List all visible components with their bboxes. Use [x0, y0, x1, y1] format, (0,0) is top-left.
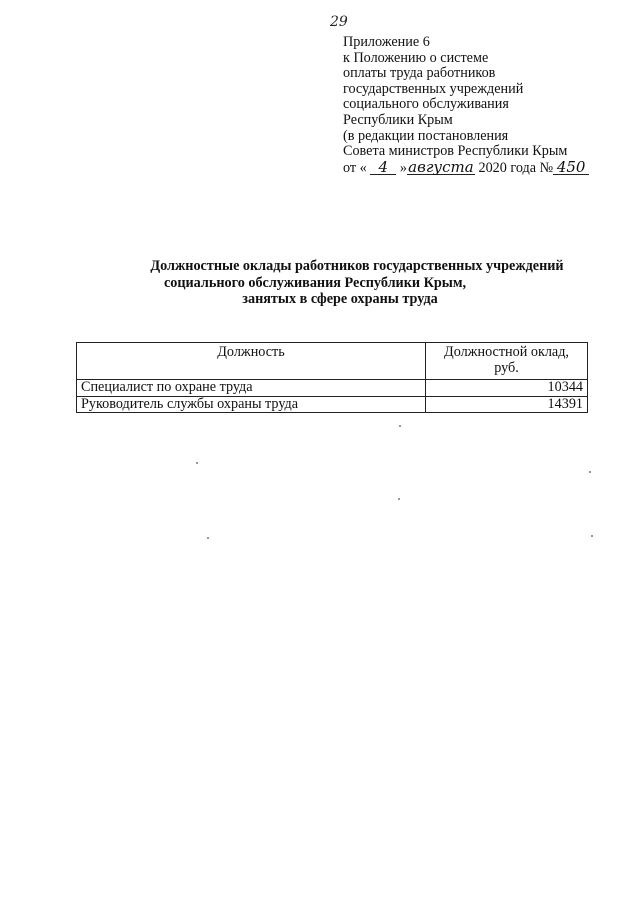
appendix-line: социального обслуживания — [343, 96, 509, 113]
document-title — [100, 258, 590, 308]
scan-speck — [196, 462, 198, 464]
date-year-text: 2020 года № — [478, 159, 554, 176]
table-row — [77, 380, 588, 397]
salary-table — [76, 342, 588, 413]
title-line: социального обслуживания Республики Крым, — [163, 274, 467, 291]
scan-speck — [207, 537, 209, 539]
appendix-line: оплаты труда работников — [343, 65, 496, 82]
scan-speck — [399, 425, 401, 427]
position-cell: Руководитель службы охраны труда — [77, 396, 426, 413]
position-cell: Специалист по охране труда — [77, 380, 426, 397]
column-header-salary: Должностной оклад, руб. — [426, 343, 588, 380]
handwritten-month: августа — [408, 157, 474, 176]
column-header-position: Должность — [77, 343, 426, 380]
appendix-line: Совета министров Республики Крым — [343, 143, 568, 160]
salary-cell: 14391 — [426, 396, 588, 413]
table-row — [77, 396, 588, 413]
table-header-row — [77, 343, 588, 380]
resolution-date-line — [343, 157, 589, 177]
scan-speck — [591, 535, 593, 537]
handwritten-day: 4 — [370, 160, 396, 175]
title-line: Должностные оклады работников государственных учреждений — [150, 258, 564, 274]
scan-speck — [589, 471, 591, 473]
appendix-line: Республики Крым — [343, 111, 453, 128]
handwritten-number: 450 — [553, 160, 589, 175]
title-line: занятых в сфере охраны труда — [242, 291, 438, 307]
scan-speck — [398, 498, 400, 500]
appendix-line: (в редакции постановления — [343, 127, 509, 144]
appendix-line: Приложение 6 — [343, 34, 430, 50]
date-prefix: от « — [343, 159, 367, 176]
page-number: 29 — [330, 14, 348, 30]
appendix-note — [343, 35, 589, 176]
appendix-line: государственных учреждений — [343, 80, 524, 97]
appendix-line: к Положению о системе — [343, 49, 489, 66]
date-quote-close: » — [399, 159, 407, 176]
salary-cell: 10344 — [426, 380, 588, 397]
